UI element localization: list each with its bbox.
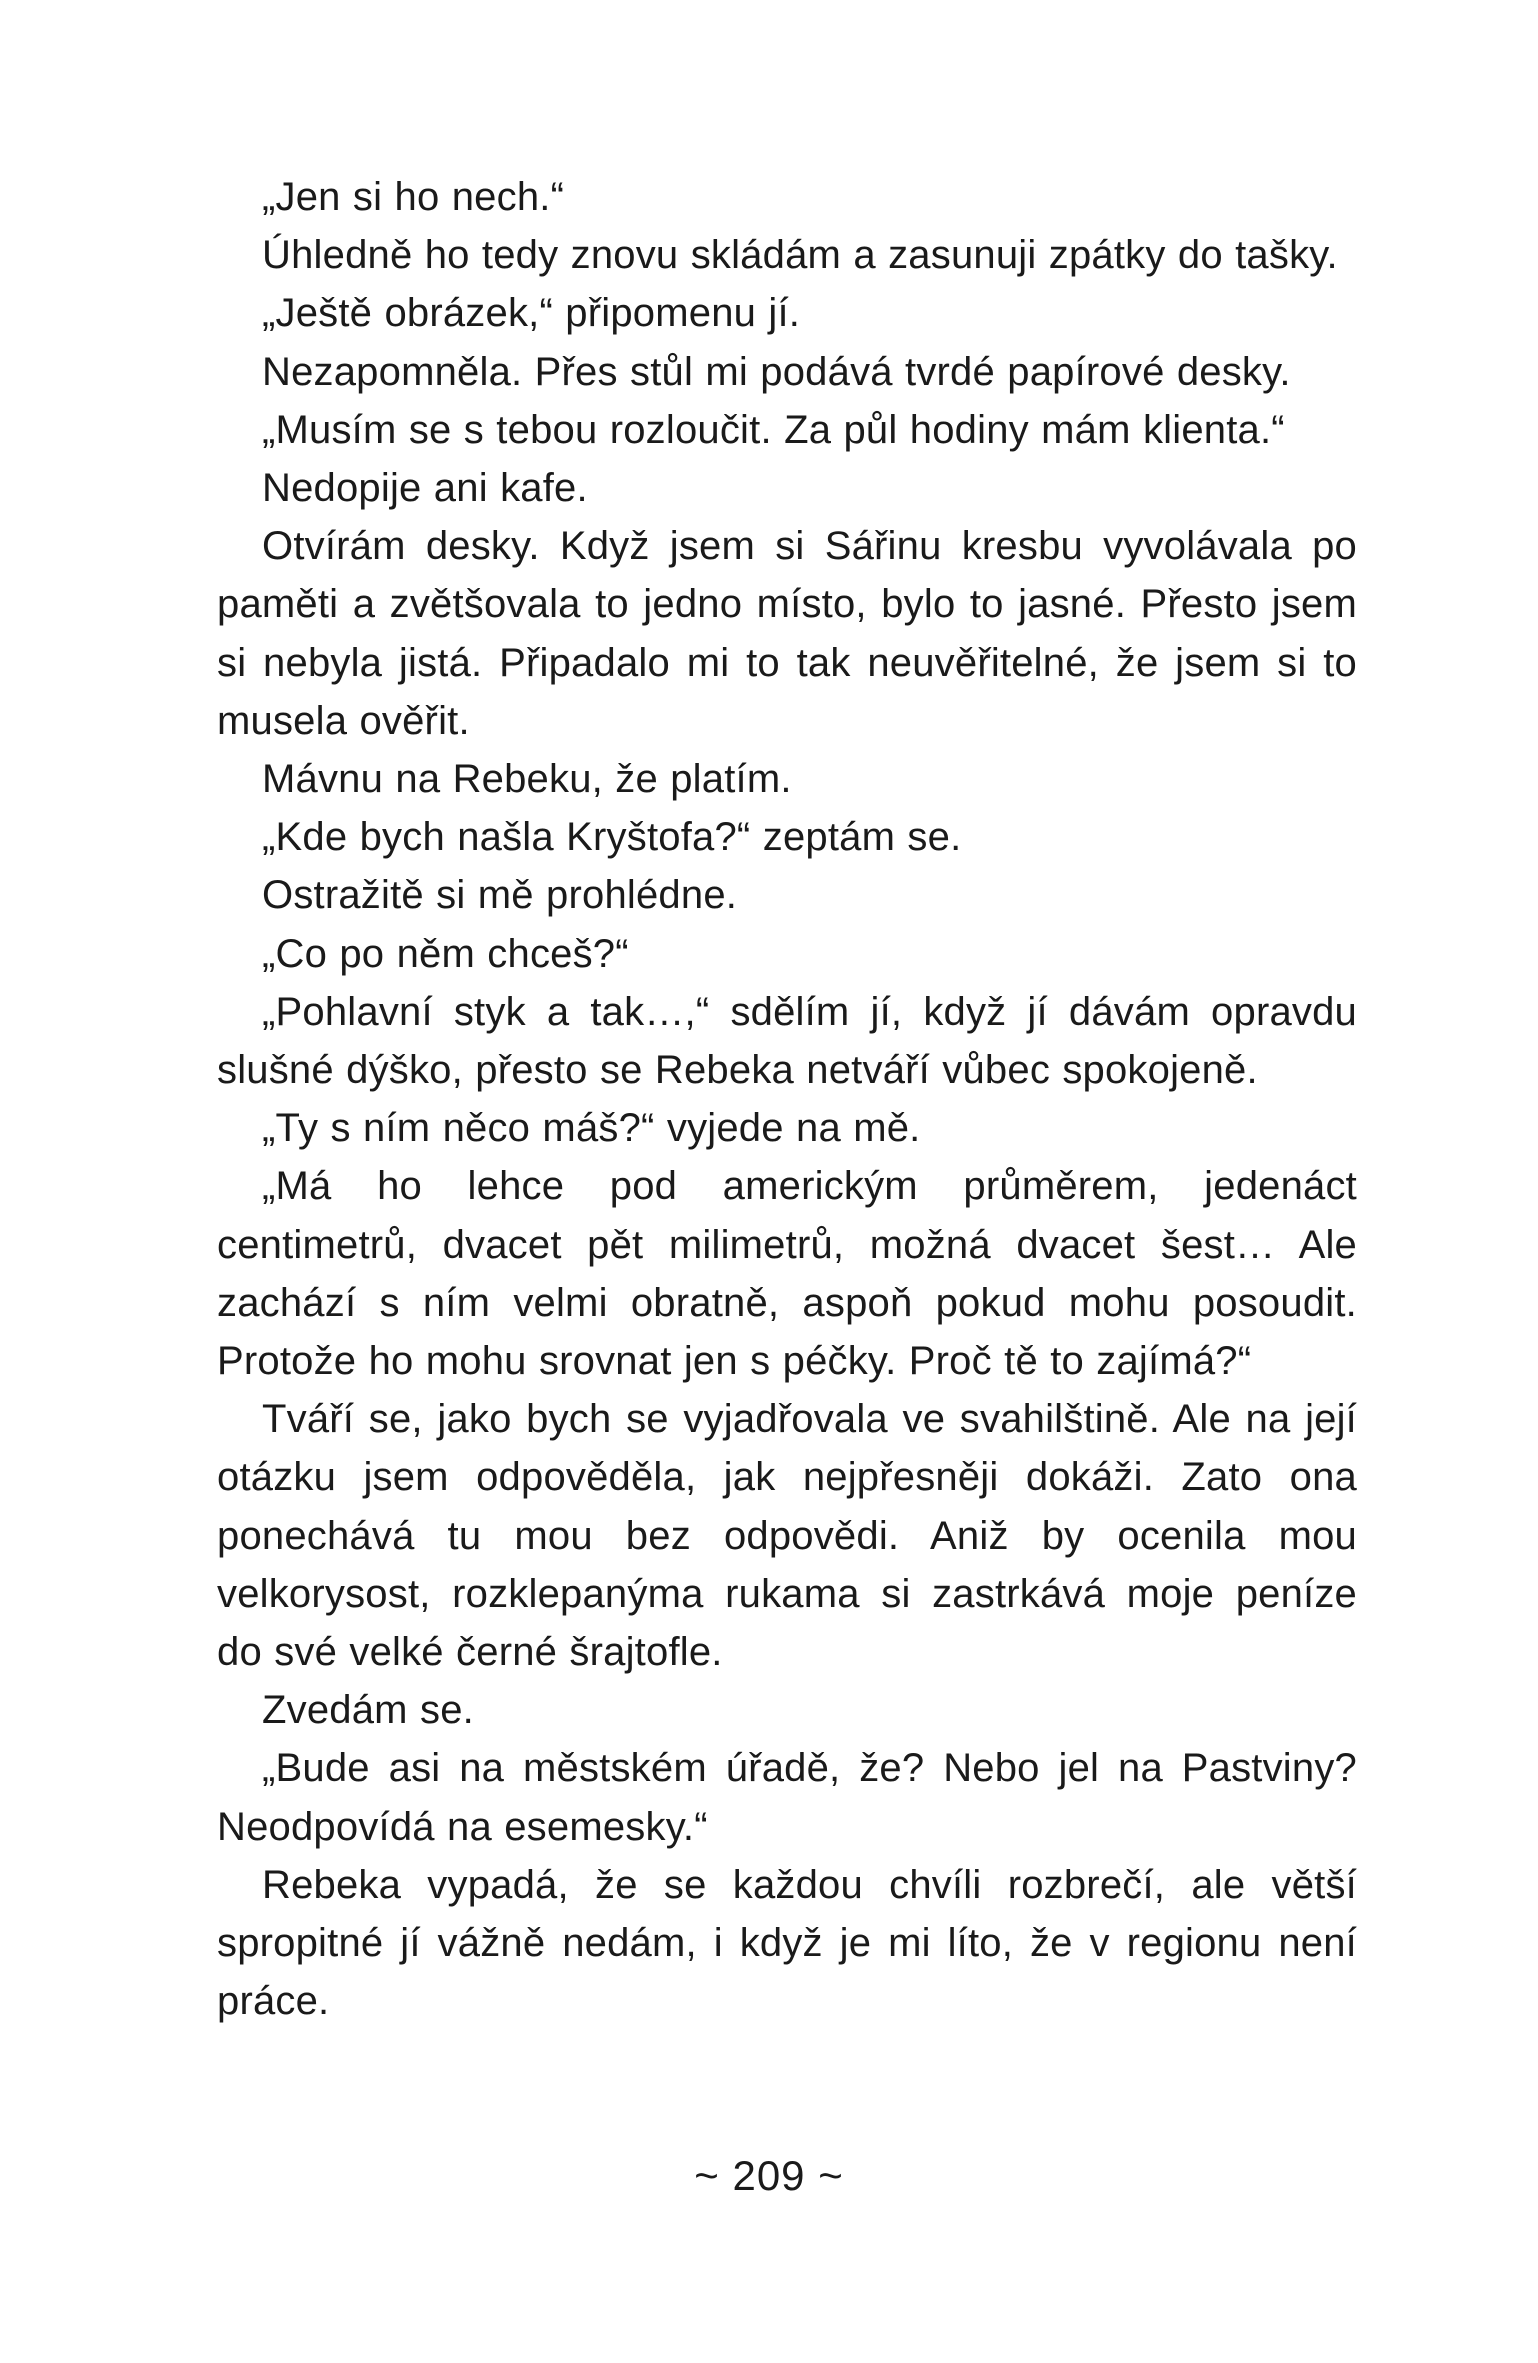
paragraph: Mávnu na Rebeku, že platím. xyxy=(262,757,792,802)
paragraph: Tváří se, jako bych se vyjadřovala ve svahilštině. Ale na její otázku jsem odpověděla, jak nejpřesněji dokáži. Zato ona ponechává tu mou bez odpovědi. Aniž by ocenila mou velkorysost, rozklepanýma rukama si zastrkává moje peníze do své velké černé šrajtofle. xyxy=(217,1397,1357,1675)
paragraph: „Jen si ho nech.“ xyxy=(262,175,565,219)
page-number: ~ 209 ~ xyxy=(694,2152,844,2199)
paragraph: Ostražitě si mě prohlédne. xyxy=(262,873,738,918)
paragraph: „Kde bych našla Kryštofa?“ zeptám se. xyxy=(262,815,962,860)
paragraph: „Musím se s tebou rozloučit. Za půl hodiny mám klienta.“ xyxy=(262,407,1285,452)
paragraph: Rebeka vypadá, že se každou chvíli rozbrečí, ale větší spropitné jí vážně nedám, i když je mi líto, že v regionu není práce. xyxy=(217,1862,1357,2024)
paragraph: „Bude asi na městském úřadě, že? Nebo jel na Pastviny? Neodpovídá na esemesky.“ xyxy=(217,1746,1357,1849)
paragraph: Úhledně ho tedy znovu skládám a zasunuji zpátky do tašky. xyxy=(262,233,1338,278)
paragraph: Zvedám se. xyxy=(262,1688,474,1733)
paragraph: „Ty s ním něco máš?“ vyjede na mě. xyxy=(262,1106,921,1151)
paragraph: Nezapomněla. Přes stůl mi podává tvrdé papírové desky. xyxy=(262,349,1291,394)
paragraph: Otvírám desky. Když jsem si Sářinu kresbu vyvolávala po paměti a zvětšovala to jedno místo, bylo to jasné. Přesto jsem si nebyla jistá. Připadalo mi to tak neuvěřitelné, že jsem si to musela ověřit. xyxy=(217,524,1357,743)
page-body xyxy=(217,168,1357,2031)
paragraph: „Ještě obrázek,“ připomenu jí. xyxy=(262,291,801,336)
paragraph: Nedopije ani kafe. xyxy=(262,466,588,511)
paragraph: „Co po něm chceš?“ xyxy=(262,931,629,976)
paragraph: „Pohlavní styk a tak…,“ sdělím jí, když jí dávám opravdu slušné dýško, přesto se Rebeka netváří vůbec spokojeně. xyxy=(217,989,1357,1093)
paragraph: „Má ho lehce pod americkým průměrem, jedenáct centimetrů, dvacet pět milimetrů, možná dvacet šest… Ale zachází s ním velmi obratně, aspoň pokud mohu posoudit. Protože ho mohu srovnat jen s péčky. Proč tě to zajímá?“ xyxy=(217,1164,1357,1384)
